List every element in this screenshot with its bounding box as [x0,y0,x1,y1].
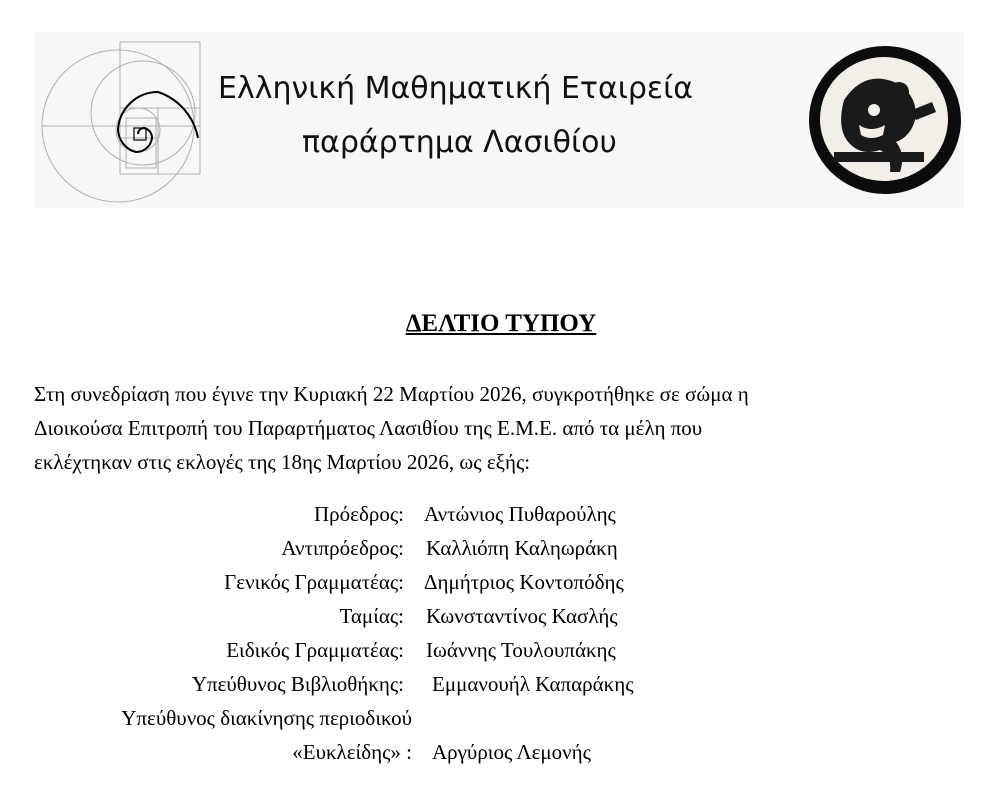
member-name: Αντώνιος Πυθαρούλης [424,502,616,526]
member-name: Κωνσταντίνος Κασλής [426,604,618,628]
member-row [0,740,1002,774]
member-role: Ειδικός Γραμματέας: [226,638,404,662]
member-name: Αργύριος Λεμονής [432,740,591,764]
member-name: Ιωάννης Τουλουπάκης [426,638,616,662]
organization-name: Ελληνική Μαθηματική Εταιρεία [218,71,694,106]
member-role: Γενικός Γραμματέας: [224,570,404,594]
organization-branch: παράρτημα Λασιθίου [302,125,617,160]
member-name: Δημήτριος Κοντοπόδης [424,570,624,594]
intro-line: εκλέχτηκαν στις εκλογές της 18ης Μαρτίου 2026, ως εξής: [34,450,531,474]
member-role: Πρόεδρος: [314,502,404,526]
member-row [0,502,1002,536]
member-role: Αντιπρόεδρος: [281,536,404,560]
intro-line: Στη συνεδρίαση που έγινε την Κυριακή 22 Μαρτίου 2026, συγκροτήθηκε σε σώμα η [34,382,749,406]
member-row [0,672,1002,706]
golden-spiral-icon [38,38,208,206]
member-row [0,570,1002,604]
member-row [0,638,1002,672]
intro-line: Διοικούσα Επιτροπή του Παραρτήματος Λασιθίου της Ε.Μ.Ε. από τα μέλη που [34,416,703,440]
member-row [0,706,1002,740]
member-role: Υπεύθυνος διακίνησης περιοδικού [121,706,412,730]
member-role: Ταμίας: [339,604,404,628]
header-banner [34,32,964,208]
intro-paragraph [34,377,974,479]
member-row [0,536,1002,570]
member-row [0,604,1002,638]
member-role: «Ευκλείδης» : [292,740,412,764]
document-title: ΔΕΛΤΙΟ ΤΥΠΟΥ [405,310,597,337]
ancient-coin-seal-icon [804,40,966,200]
member-role: Υπεύθυνος Βιβλιοθήκης: [191,672,404,696]
member-name: Εμμανουήλ Καπαράκης [432,672,634,696]
member-name: Καλλιόπη Καληωράκη [426,536,618,560]
